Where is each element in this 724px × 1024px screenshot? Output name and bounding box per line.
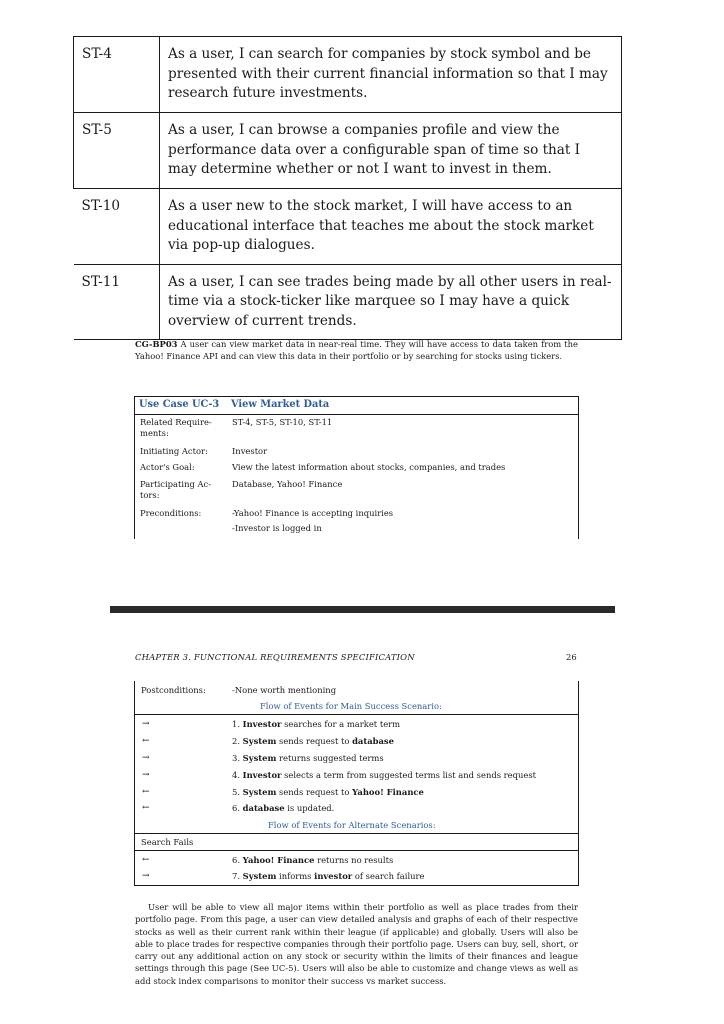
- flow-step: 5. System sends request to Yahoo! Finance: [232, 787, 424, 797]
- alternate-flow-title: Flow of Events for Alternate Scenarios:: [268, 820, 436, 830]
- table-border-left: [134, 413, 135, 539]
- row-key: Actor's Goal:: [140, 462, 195, 472]
- arrow-left-icon: ←: [142, 855, 150, 865]
- row-value: -Investor is logged in: [232, 523, 322, 533]
- table-border-right: [578, 413, 579, 539]
- use-case-name: View Market Data: [231, 399, 330, 410]
- arrow-left-icon: ←: [142, 787, 150, 797]
- page-number: 26: [566, 652, 577, 662]
- postconditions-label: Postconditions:: [141, 685, 206, 695]
- table-rule: [134, 714, 579, 715]
- arrow-right-icon: →: [142, 770, 150, 780]
- story-id: ST-5: [74, 113, 160, 189]
- arrow-left-icon: ←: [142, 803, 150, 813]
- flow-step: 2. System sends request to database: [232, 736, 394, 746]
- story-text: As a user, I can browse a companies profile and view the performance data over a configurable span of time so that I may determine whether or not I want to invest in them.: [160, 113, 622, 189]
- row-value: Investor: [232, 446, 268, 456]
- portfolio-paragraph: User will be able to view all major items within their portfolio as well as place trades from their portfolio page. From this page, a user can view detailed analysis and graphs of each of their respective stocks as well as their current rank within their league (if applicable) and globally. Users will also be able to place trades for respective companies through their portfolio page. Users can buy, sell, short, or carry out any additional action on any stock or security within the limits of their finances and league settings through this page (See UC-5). Users will also be able to customize and change views as well as add stock index comparisons to monitor their success vs market success.: [135, 902, 578, 986]
- table-rule: [134, 885, 579, 886]
- arrow-right-icon: →: [142, 719, 150, 729]
- use-case-header: [134, 396, 579, 415]
- postconditions-value: -None worth mentioning: [232, 685, 337, 695]
- policy-text: A user can view market data in near-real time. They will have access to data taken from the Yahoo! Finance API and can view this data in their portfolio or by searching for stocks using tickers.: [135, 339, 578, 362]
- business-policy-paragraph: [135, 338, 578, 362]
- table-border-right: [578, 681, 579, 886]
- story-row: [74, 264, 622, 340]
- policy-label: CG-BP03: [135, 339, 178, 349]
- row-value: ST-4, ST-5, ST-10, ST-11: [232, 417, 333, 427]
- arrow-right-icon: →: [142, 753, 150, 763]
- story-id: ST-10: [74, 189, 160, 265]
- flow-step: 6. database is updated.: [232, 803, 335, 813]
- use-case-table-continued: [134, 681, 579, 886]
- flow-step: 3. System returns suggested terms: [232, 753, 384, 763]
- story-row: [74, 113, 622, 189]
- flow-step: 6. Yahoo! Finance returns no results: [232, 855, 394, 865]
- main-flow-title: Flow of Events for Main Success Scenario:: [260, 701, 442, 711]
- story-id: ST-11: [74, 264, 160, 340]
- row-key: Related Require- ments:: [140, 417, 212, 438]
- story-text: As a user, I can see trades being made by all other users in real-time via a stock-ticker like marquee so I may have a quick overview of current trends.: [160, 264, 622, 340]
- use-case-id: Use Case UC-3: [139, 399, 220, 410]
- story-text: As a user, I can search for companies by stock symbol and be presented with their current financial information so that I may research future investments.: [160, 37, 622, 113]
- arrow-right-icon: →: [142, 871, 150, 881]
- table-border-left: [134, 681, 135, 886]
- flow-step: 4. Investor selects a term from suggested terms list and sends request: [232, 770, 536, 780]
- user-stories-table: [73, 36, 622, 340]
- alternate-label: Search Fails: [141, 837, 194, 847]
- page-separator: [110, 606, 615, 613]
- row-value: Database, Yahoo! Finance: [232, 479, 343, 489]
- chapter-header: CHAPTER 3. FUNCTIONAL REQUIREMENTS SPECIFICATION: [135, 652, 415, 662]
- row-value: View the latest information about stocks, companies, and trades: [232, 462, 506, 472]
- row-key: Preconditions:: [140, 508, 202, 518]
- row-value: -Yahoo! Finance is accepting inquiries: [232, 508, 394, 518]
- table-rule: [134, 833, 579, 834]
- story-text: As a user new to the stock market, I will have access to an educational interface that teaches me about the stock market via pop-up dialogues.: [160, 189, 622, 265]
- row-key: Initiating Actor:: [140, 446, 208, 456]
- flow-step: 1. Investor searches for a market term: [232, 719, 401, 729]
- flow-step: 7. System informs investor of search failure: [232, 871, 425, 881]
- arrow-left-icon: ←: [142, 736, 150, 746]
- table-rule: [134, 850, 579, 851]
- row-key: Participating Ac- tors:: [140, 479, 212, 500]
- use-case-table: [134, 396, 579, 539]
- story-id: ST-4: [74, 37, 160, 113]
- story-row: [74, 37, 622, 113]
- story-row: [74, 189, 622, 265]
